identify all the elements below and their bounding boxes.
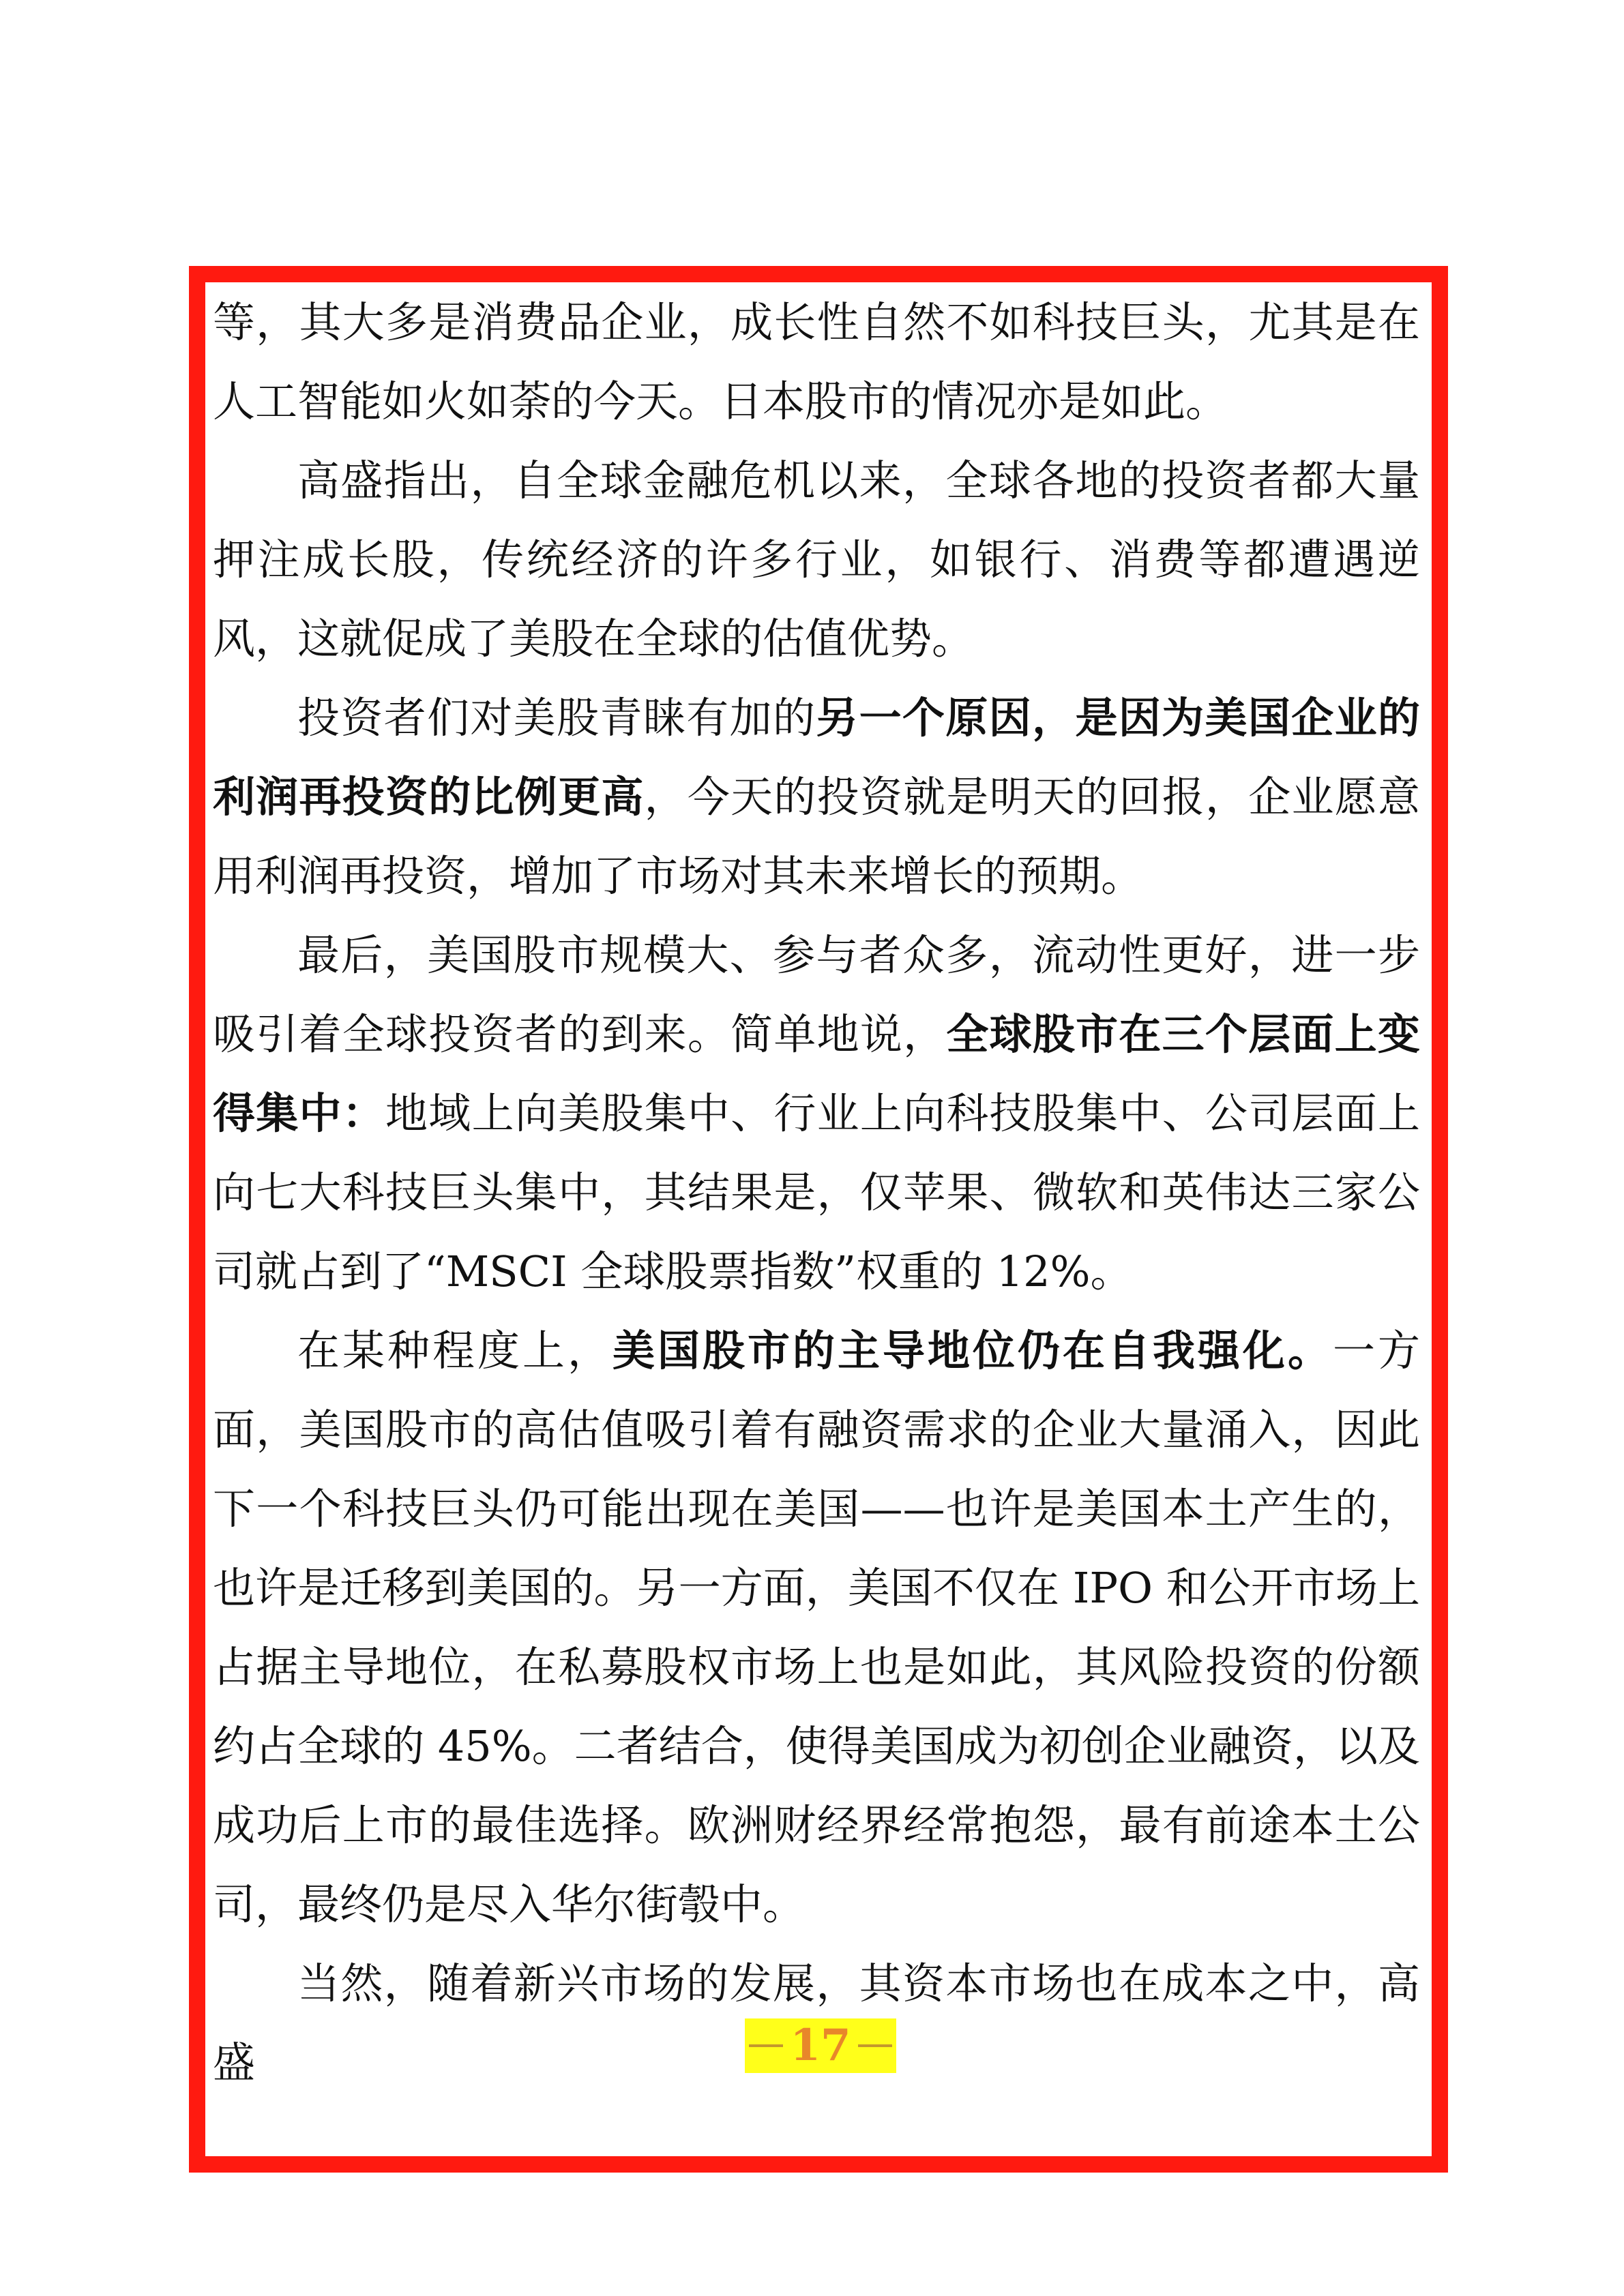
body-text: ，今天的投资就是明天的回报，企业愿意用利润再投资，增加了市场对其未来增长的预期。 — [213, 772, 1420, 901]
paragraph — [213, 679, 1420, 916]
body-text: 在某种程度上， — [297, 1326, 612, 1375]
body-text: 当然，随着新兴市场的发展，其资本市场也在成本之中，高盛 — [213, 1958, 1420, 2087]
paragraph — [213, 916, 1420, 1311]
page-number-value: 17 — [790, 2020, 851, 2071]
body-text: 投资者们对美股青睐有加的 — [297, 693, 816, 743]
paragraph — [213, 441, 1420, 679]
page-number-dash-left — [749, 2044, 783, 2047]
body-text: 地域上向美股集中、行业上向科技股集中、公司层面上向七大科技巨头集中，其结果是，仅苹果、微软和英伟达三家公司就占到了“MSCI 全球股票指数”权重的 12%。 — [213, 1088, 1420, 1296]
emphasis-text: 全球股市在三个层面上变得集中： — [213, 1009, 1420, 1138]
paragraph — [213, 1311, 1420, 1944]
paragraph — [213, 283, 1420, 441]
page-number — [745, 2018, 896, 2073]
body-text: 最后，美国股市规模大、参与者众多，流动性更好，进一步吸引着全球投资者的到来。简单地说， — [213, 930, 1420, 1059]
body-text: 等，其大多是消费品企业，成长性自然不如科技巨头，尤其是在人工智能如火如荼的今天。日本股市的情况亦是如此。 — [213, 297, 1420, 426]
emphasis-text: 美国股市的主导地位仍在自我强化。 — [612, 1326, 1333, 1375]
body-text: 一方面，美国股市的高估值吸引着有融资需求的企业大量涌入，因此下一个科技巨头仍可能出现在美国——也许是美国本土产生的，也许是迁移到美国的。另一方面，美国不仅在 IPO 和公开市场上占据主导地位，在私募股权市场上也是如此，其风险投资的份额约占全球的 45%。二者结合，使得美国成为初创企业融资，以及成功后上市的最佳选择。欧洲财经界经常抱怨，最有前途本土公司，最终仍是尽入华尔街彀中。 — [213, 1326, 1420, 1929]
article-body — [213, 283, 1420, 2102]
body-text: 高盛指出，自全球金融危机以来，全球各地的投资者都大量押注成长股，传统经济的许多行业，如银行、消费等都遭遇逆风，这就促成了美股在全球的估值优势。 — [213, 456, 1420, 664]
emphasis-text: 另一个原因，是因为美国企业的利润再投资的比例更高 — [213, 693, 1420, 822]
page-number-dash-right — [858, 2044, 892, 2047]
